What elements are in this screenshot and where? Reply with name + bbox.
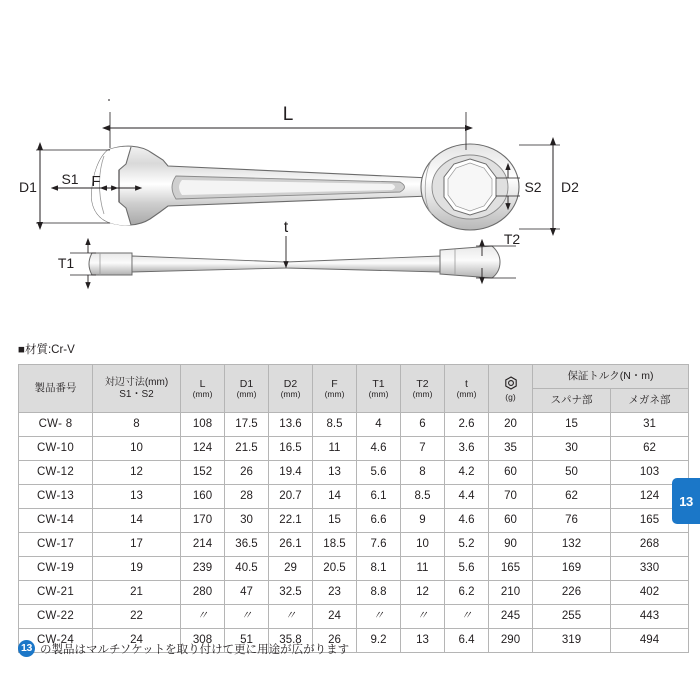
- cell-tq_s: 132: [533, 533, 611, 557]
- cell-tq_s: 76: [533, 509, 611, 533]
- th-torque-ring: メガネ部: [611, 389, 689, 413]
- cell-D1: 47: [225, 581, 269, 605]
- cell-part-no: CW- 8: [19, 413, 93, 437]
- cell-L: 〃: [181, 605, 225, 629]
- cell-t: 6.4: [445, 629, 489, 653]
- cell-T2: 13: [401, 629, 445, 653]
- th-T2: [401, 365, 445, 413]
- cell-D2: 16.5: [269, 437, 313, 461]
- th-F-label: F: [331, 377, 338, 390]
- page-side-marker: [672, 478, 700, 524]
- cell-tq_r: 124: [611, 485, 689, 509]
- cell-t: 4.4: [445, 485, 489, 509]
- cell-T1: 4: [357, 413, 401, 437]
- th-L-label: L: [199, 377, 206, 390]
- th-part-no: 製品番号: [19, 365, 93, 413]
- label-t: t: [283, 219, 289, 236]
- cell-tq_r: 62: [611, 437, 689, 461]
- cell-F: 26: [313, 629, 357, 653]
- cell-part-no: CW-13: [19, 485, 93, 509]
- footnote-badge: 13: [18, 640, 35, 657]
- cell-tq_r: 402: [611, 581, 689, 605]
- cell-T2: 10: [401, 533, 445, 557]
- cell-w: 35: [489, 437, 533, 461]
- cell-t: 5.6: [445, 557, 489, 581]
- th-D2-unit: (mm): [280, 388, 301, 399]
- th-across-flats-line1: 対辺寸法(mm): [104, 377, 169, 388]
- dim-t: [284, 219, 289, 262]
- cell-part-no: CW-14: [19, 509, 93, 533]
- cell-s: 24: [93, 629, 181, 653]
- cell-t: 6.2: [445, 581, 489, 605]
- cell-s: 14: [93, 509, 181, 533]
- cell-L: 308: [181, 629, 225, 653]
- cell-T1: 6.6: [357, 509, 401, 533]
- cell-D2: 〃: [269, 605, 313, 629]
- cell-D1: 30: [225, 509, 269, 533]
- cell-tq_s: 50: [533, 461, 611, 485]
- cell-F: 8.5: [313, 413, 357, 437]
- th-t: [445, 365, 489, 413]
- cell-t: 4.6: [445, 509, 489, 533]
- cell-D1: 26: [225, 461, 269, 485]
- cell-T1: 7.6: [357, 533, 401, 557]
- th-t-unit: (mm): [456, 388, 477, 399]
- cell-tq_s: 169: [533, 557, 611, 581]
- cell-D2: 35.8: [269, 629, 313, 653]
- label-L: L: [282, 104, 294, 125]
- table-row[interactable]: [19, 461, 689, 485]
- cell-D1: 21.5: [225, 437, 269, 461]
- label-F: F: [91, 173, 101, 190]
- label-T2: T2: [503, 231, 521, 247]
- th-T2-unit: (mm): [412, 388, 433, 399]
- cell-F: 14: [313, 485, 357, 509]
- cell-tq_s: 30: [533, 437, 611, 461]
- cell-T1: 8.8: [357, 581, 401, 605]
- cell-L: 108: [181, 413, 225, 437]
- cell-D1: 〃: [225, 605, 269, 629]
- cell-part-no: CW-21: [19, 581, 93, 605]
- cell-T1: 8.1: [357, 557, 401, 581]
- th-D2-label: D2: [283, 377, 298, 390]
- cell-tq_r: 330: [611, 557, 689, 581]
- th-weight: [489, 365, 533, 413]
- footnote: [18, 640, 349, 657]
- th-L: [181, 365, 225, 413]
- th-T1: [357, 365, 401, 413]
- table-row[interactable]: [19, 437, 689, 461]
- spec-table: [18, 364, 689, 653]
- cell-t: 〃: [445, 605, 489, 629]
- cell-F: 24: [313, 605, 357, 629]
- th-L-unit: (mm): [192, 388, 213, 399]
- th-D1-unit: (mm): [236, 388, 257, 399]
- cell-D2: 29: [269, 557, 313, 581]
- cell-w: 70: [489, 485, 533, 509]
- th-D1: [225, 365, 269, 413]
- cell-tq_r: 268: [611, 533, 689, 557]
- cell-D1: 28: [225, 485, 269, 509]
- cell-s: 12: [93, 461, 181, 485]
- cell-T2: 12: [401, 581, 445, 605]
- cell-s: 21: [93, 581, 181, 605]
- cell-D1: 40.5: [225, 557, 269, 581]
- cell-w: 60: [489, 509, 533, 533]
- cell-T1: 5.6: [357, 461, 401, 485]
- th-t-label: t: [465, 377, 468, 390]
- wrench-dimension-diagram: [0, 0, 700, 330]
- label-D1: D1: [19, 179, 37, 195]
- th-T1-unit: (mm): [368, 388, 389, 399]
- page-side-marker-label: 13: [679, 493, 693, 509]
- cell-tq_r: 103: [611, 461, 689, 485]
- cell-L: 239: [181, 557, 225, 581]
- th-T2-label: T2: [416, 377, 429, 390]
- th-F-unit: (mm): [324, 388, 345, 399]
- th-torque: 保証トルク(N・m): [533, 365, 689, 389]
- cell-T1: 9.2: [357, 629, 401, 653]
- cell-w: 210: [489, 581, 533, 605]
- cell-T1: 4.6: [357, 437, 401, 461]
- cell-t: 5.2: [445, 533, 489, 557]
- label-S1: S1: [61, 171, 79, 187]
- cell-D1: 51: [225, 629, 269, 653]
- cell-tq_s: 15: [533, 413, 611, 437]
- cell-D2: 32.5: [269, 581, 313, 605]
- cell-L: 152: [181, 461, 225, 485]
- th-torque-spanner: スパナ部: [533, 389, 611, 413]
- th-D2: [269, 365, 313, 413]
- footnote-text: の製品はマルチソケットを取り付けて更に用途が広がります: [40, 643, 350, 656]
- cell-s: 10: [93, 437, 181, 461]
- cell-L: 280: [181, 581, 225, 605]
- cell-s: 17: [93, 533, 181, 557]
- cell-D2: 20.7: [269, 485, 313, 509]
- cell-L: 160: [181, 485, 225, 509]
- table-row[interactable]: [19, 533, 689, 557]
- cell-T2: 6: [401, 413, 445, 437]
- cell-T1: 〃: [357, 605, 401, 629]
- cell-T2: 8: [401, 461, 445, 485]
- cell-D2: 13.6: [269, 413, 313, 437]
- table-row[interactable]: [19, 557, 689, 581]
- th-T1-label: T1: [372, 377, 385, 390]
- label-D2: D2: [561, 179, 579, 195]
- cell-F: 13: [313, 461, 357, 485]
- cell-part-no: CW-12: [19, 461, 93, 485]
- cell-s: 22: [93, 605, 181, 629]
- cell-w: 20: [489, 413, 533, 437]
- th-weight-unit: (g): [505, 391, 516, 402]
- spec-table-wrapper: [18, 364, 682, 653]
- cell-L: 214: [181, 533, 225, 557]
- cell-T2: 9: [401, 509, 445, 533]
- cell-D2: 22.1: [269, 509, 313, 533]
- material-note: ■材質:Cr-V: [18, 344, 75, 356]
- cell-s: 13: [93, 485, 181, 509]
- cell-tq_r: 165: [611, 509, 689, 533]
- cell-T2: 7: [401, 437, 445, 461]
- cell-part-no: CW-24: [19, 629, 93, 653]
- table-row[interactable]: [19, 605, 689, 629]
- th-across-flats-line2: S1・S2: [119, 388, 154, 400]
- cell-tq_r: 443: [611, 605, 689, 629]
- cell-F: 23: [313, 581, 357, 605]
- cell-tq_s: 226: [533, 581, 611, 605]
- cell-L: 124: [181, 437, 225, 461]
- wrench-side-view: [89, 246, 500, 278]
- cell-F: 18.5: [313, 533, 357, 557]
- wrench-diagram-svg: [0, 0, 700, 330]
- cell-tq_r: 31: [611, 413, 689, 437]
- table-row[interactable]: [19, 485, 689, 509]
- cell-D1: 36.5: [225, 533, 269, 557]
- cell-w: 60: [489, 461, 533, 485]
- cell-D2: 19.4: [269, 461, 313, 485]
- cell-tq_r: 494: [611, 629, 689, 653]
- cell-tq_s: 255: [533, 605, 611, 629]
- label-T1: T1: [57, 255, 75, 271]
- cell-F: 11: [313, 437, 357, 461]
- cell-part-no: CW-19: [19, 557, 93, 581]
- cell-D1: 17.5: [225, 413, 269, 437]
- cell-T2: 〃: [401, 605, 445, 629]
- cell-part-no: CW-17: [19, 533, 93, 557]
- cell-T2: 8.5: [401, 485, 445, 509]
- cell-t: 3.6: [445, 437, 489, 461]
- cell-F: 20.5: [313, 557, 357, 581]
- cell-w: 165: [489, 557, 533, 581]
- cell-s: 8: [93, 413, 181, 437]
- th-F: [313, 365, 357, 413]
- cell-part-no: CW-10: [19, 437, 93, 461]
- cell-w: 90: [489, 533, 533, 557]
- label-S2: S2: [524, 179, 542, 195]
- th-D1-label: D1: [239, 377, 254, 390]
- cell-F: 15: [313, 509, 357, 533]
- cell-w: 290: [489, 629, 533, 653]
- cell-s: 19: [93, 557, 181, 581]
- cell-t: 2.6: [445, 413, 489, 437]
- cell-tq_s: 319: [533, 629, 611, 653]
- cell-w: 245: [489, 605, 533, 629]
- cell-t: 4.2: [445, 461, 489, 485]
- hex-nut-icon: [504, 376, 518, 390]
- table-row[interactable]: [19, 413, 689, 437]
- wrench-top-view: [92, 144, 519, 230]
- cell-part-no: CW-22: [19, 605, 93, 629]
- cell-T1: 6.1: [357, 485, 401, 509]
- table-row[interactable]: [19, 581, 689, 605]
- dim-L: [108, 100, 466, 150]
- table-row[interactable]: [19, 509, 689, 533]
- cell-D2: 26.1: [269, 533, 313, 557]
- cell-T2: 11: [401, 557, 445, 581]
- th-across-flats: [93, 365, 181, 413]
- cell-tq_s: 62: [533, 485, 611, 509]
- spec-table-body: [19, 413, 689, 653]
- cell-L: 170: [181, 509, 225, 533]
